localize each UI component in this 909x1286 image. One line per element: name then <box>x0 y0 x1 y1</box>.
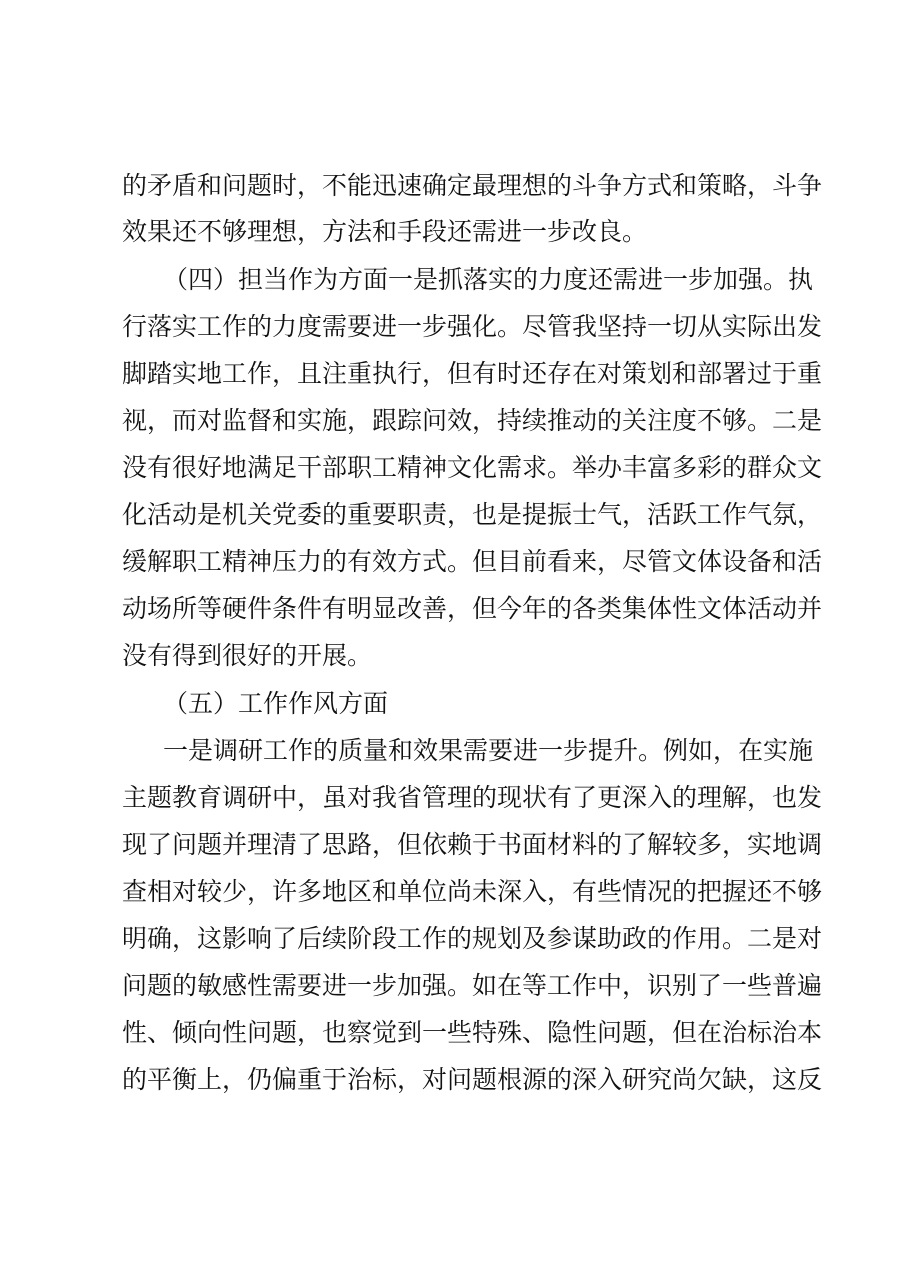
text-line: （四）担当作为方面一是抓落实的力度还需进一步加强。执 <box>163 265 814 294</box>
text-line: 视，而对监督和实施，跟踪问效，持续推动的关注度不够。二是 <box>122 406 823 435</box>
text-line: 效果还不够理想，方法和手段还需进一步改良。 <box>122 217 648 246</box>
text-line: 脚踏实地工作，且注重执行，但有时还存在对策划和部署过于重 <box>122 359 823 388</box>
text-line: 现了问题并理清了思路，但依赖于书面材料的了解较多，实地调 <box>122 830 823 859</box>
text-line: 明确，这影响了后续阶段工作的规划及参谋助政的作用。二是对 <box>122 924 823 953</box>
text-line: 的矛盾和问题时，不能迅速确定最理想的斗争方式和策略，斗争 <box>122 171 823 200</box>
text-line: 的平衡上，仍偏重于治标，对问题根源的深入研究尚欠缺，这反 <box>122 1065 823 1094</box>
text-line: 性、倾向性问题，也察觉到一些特殊、隐性问题，但在治标治本 <box>122 1018 823 1047</box>
section-heading: （五）工作作风方面 <box>163 689 389 718</box>
text-line: 行落实工作的力度需要进一步强化。尽管我坚持一切从实际出发 <box>122 312 823 341</box>
text-line: 一是调研工作的质量和效果需要进一步提升。例如，在实施 <box>163 736 814 765</box>
text-line: 查相对较少，许多地区和单位尚未深入，有些情况的把握还不够 <box>122 877 823 906</box>
text-line: 动场所等硬件条件有明显改善，但今年的各类集体性文体活动并 <box>122 594 823 623</box>
text-line: 主题教育调研中，虽对我省管理的现状有了更深入的理解，也发 <box>122 783 823 812</box>
text-line: 没有很好地满足干部职工精神文化需求。举办丰富多彩的群众文 <box>122 453 823 482</box>
text-line: 化活动是机关党委的重要职责，也是提振士气，活跃工作气氛， <box>122 500 823 529</box>
text-line: 缓解职工精神压力的有效方式。但目前看来，尽管文体设备和活 <box>122 547 823 576</box>
text-line: 问题的敏感性需要进一步加强。如在等工作中，识别了一些普遍 <box>122 971 823 1000</box>
text-line: 没有得到很好的开展。 <box>122 641 373 670</box>
